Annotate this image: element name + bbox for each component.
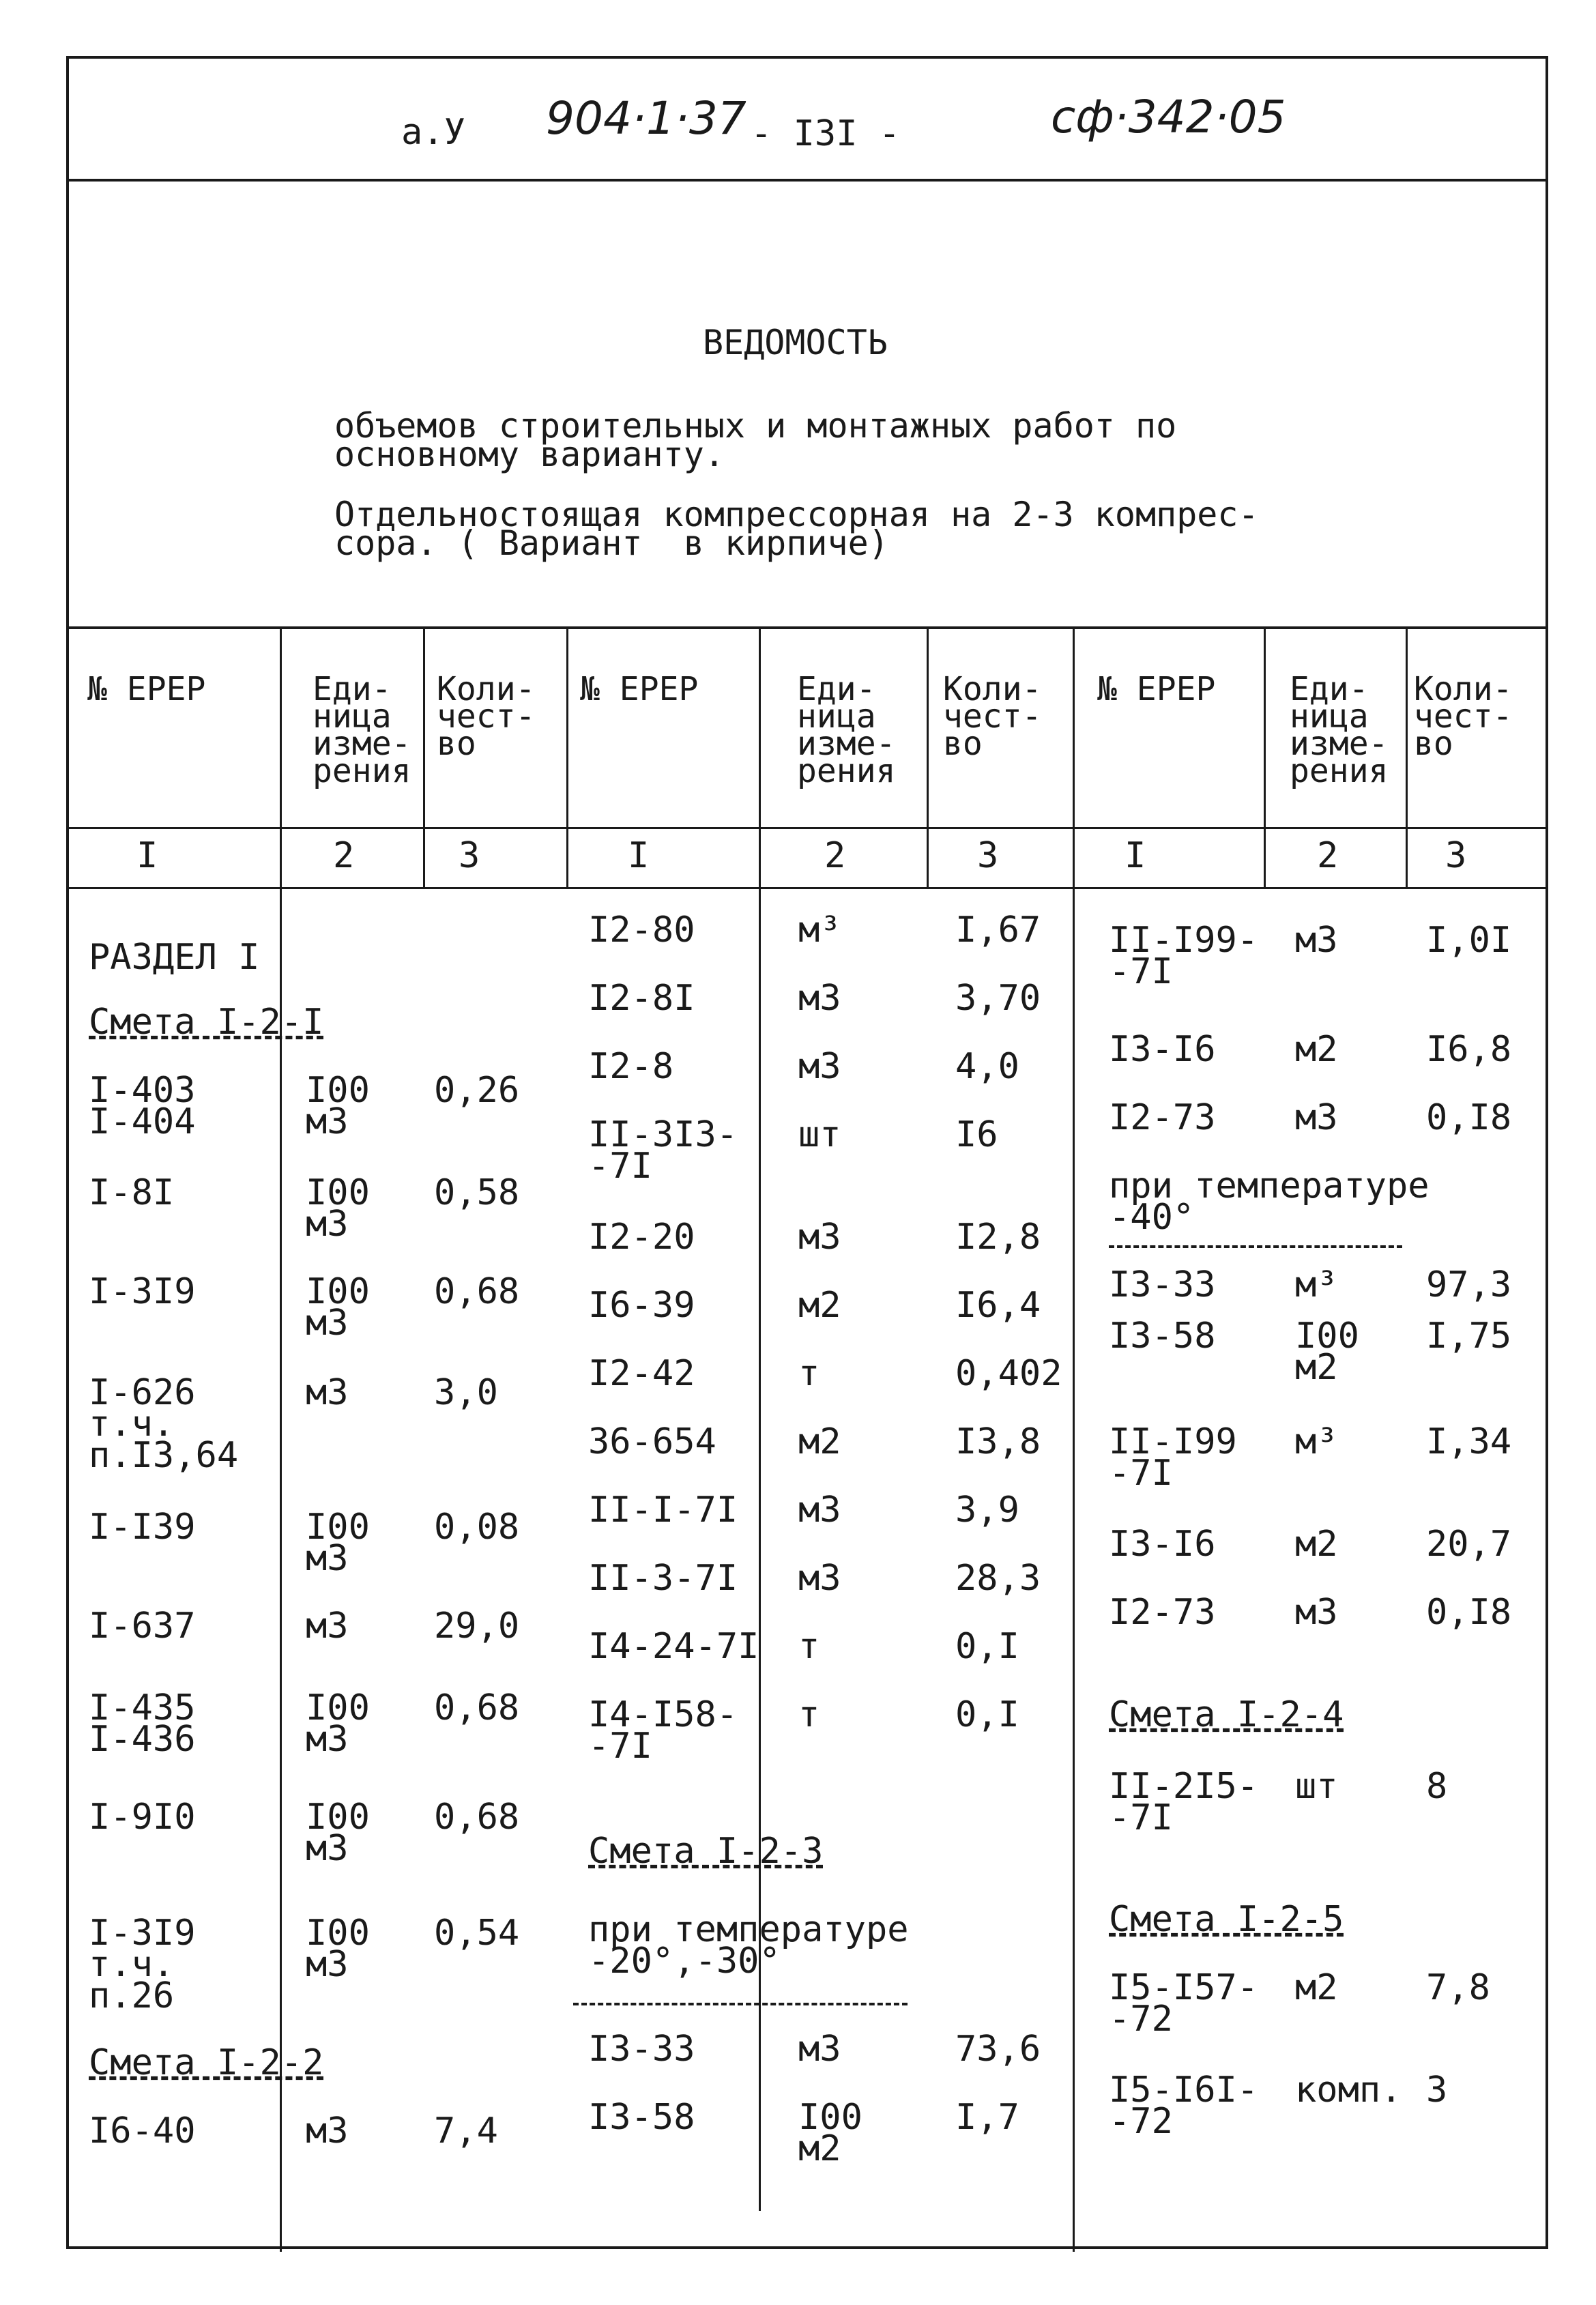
- subtitle-line: Отдельностоящая компрессорная на 2-3 компрес-: [334, 495, 1259, 534]
- subtitle-line: сора. ( Вариант в кирпиче): [334, 523, 889, 563]
- row-code: I6-39: [588, 1285, 695, 1326]
- row-code: I-3I9: [89, 1271, 196, 1312]
- row-quantity: 0,I: [955, 1694, 1019, 1735]
- col-divider: [1406, 628, 1408, 887]
- row-quantity: 97,3: [1426, 1264, 1512, 1305]
- row-unit: м2: [1295, 1524, 1338, 1565]
- row-code: I-I39: [89, 1507, 196, 1548]
- row-quantity: I3,8: [955, 1421, 1041, 1462]
- row-quantity: 0,58: [434, 1172, 520, 1213]
- row-quantity: 20,7: [1426, 1524, 1512, 1565]
- row-unit: м³: [798, 910, 841, 951]
- col-number: I: [628, 835, 650, 876]
- header-document-code: сф·342·05: [1051, 91, 1286, 143]
- row-unit: I00 м3: [306, 1687, 370, 1760]
- row-quantity: 0,26: [434, 1070, 520, 1111]
- col-header-unit: Еди- ница изме- рения: [313, 670, 411, 790]
- row-quantity: 7,4: [434, 2111, 498, 2151]
- row-unit: м3: [798, 2029, 841, 2070]
- row-code: II-3I3- -7I: [588, 1114, 738, 1187]
- row-unit: м3: [798, 1046, 841, 1087]
- row-quantity: 0,402: [955, 1353, 1062, 1394]
- row-code: I2-8: [588, 1046, 674, 1087]
- row-code: при температуре -20°,-30°: [588, 1909, 909, 1982]
- row-code: II-3-7I: [588, 1558, 738, 1599]
- row-unit: м3: [1295, 920, 1338, 961]
- col-header-code: № ЕРЕР: [1097, 670, 1216, 708]
- row-unit: I00 м3: [306, 1797, 370, 1869]
- row-quantity: 4,0: [955, 1046, 1019, 1087]
- section-heading: Смета I-2-5: [1109, 1899, 1344, 1940]
- row-quantity: 3,9: [955, 1490, 1019, 1531]
- table-top-rule: [66, 626, 1548, 629]
- col-number: I: [136, 835, 158, 876]
- row-quantity: 0,I8: [1426, 1592, 1512, 1633]
- row-unit: м3: [798, 1558, 841, 1599]
- row-unit: I00 м3: [306, 1507, 370, 1579]
- header-project-code: 904·1·37: [546, 92, 746, 145]
- col-divider: [566, 628, 568, 887]
- row-code: I-3I9 т.ч. п.26: [89, 1913, 196, 2016]
- row-quantity: I,7: [955, 2097, 1019, 2138]
- row-quantity: 0,08: [434, 1507, 520, 1548]
- row-quantity: 8: [1426, 1766, 1448, 1807]
- row-code: II-I99- -7I: [1109, 920, 1259, 992]
- section-heading: Смета I-2-I: [89, 1002, 324, 1043]
- row-quantity: 0,I: [955, 1626, 1019, 1667]
- row-code: I3-I6: [1109, 1524, 1216, 1565]
- row-quantity: 3: [1426, 2070, 1448, 2111]
- row-quantity: 0,I8: [1426, 1097, 1512, 1138]
- header-bottom-rule: [66, 827, 1548, 829]
- row-code: I2-42: [588, 1353, 695, 1394]
- col-number: 2: [1317, 835, 1339, 876]
- col-number: 2: [333, 835, 355, 876]
- document-heading: ВЕДОМОСТЬ: [703, 323, 888, 362]
- row-quantity: I6: [955, 1114, 998, 1155]
- row-code: I3-58: [1109, 1316, 1216, 1357]
- row-quantity: I6,4: [955, 1285, 1041, 1326]
- col-divider: [280, 628, 282, 2252]
- row-quantity: 0,54: [434, 1913, 520, 1954]
- row-unit: комп.: [1295, 2070, 1402, 2111]
- row-unit: I00 м3: [306, 1172, 370, 1245]
- row-unit: I00 м3: [306, 1913, 370, 1985]
- row-unit: т: [798, 1694, 820, 1735]
- row-code: РАЗДЕЛ I: [89, 937, 260, 978]
- row-code: I-626 т.ч. п.I3,64: [89, 1372, 239, 1476]
- row-quantity: 7,8: [1426, 1967, 1490, 2008]
- row-unit: м3: [798, 1217, 841, 1258]
- row-unit: шт: [798, 1114, 841, 1155]
- row-unit: м3: [1295, 1097, 1338, 1138]
- row-unit: м3: [1295, 1592, 1338, 1633]
- row-unit: т: [798, 1353, 820, 1394]
- row-code: I3-33: [588, 2029, 695, 2070]
- number-row-rule: [66, 887, 1548, 889]
- col-number: I: [1125, 835, 1146, 876]
- row-unit: м3: [306, 1606, 349, 1647]
- col-number: 2: [824, 835, 846, 876]
- row-code: I-637: [89, 1606, 196, 1647]
- row-quantity: 3,70: [955, 978, 1041, 1019]
- row-quantity: 3,0: [434, 1372, 498, 1413]
- row-quantity: I,67: [955, 910, 1041, 951]
- row-unit: м3: [306, 2111, 349, 2151]
- col-divider: [1264, 628, 1266, 887]
- row-code: 36-654: [588, 1421, 716, 1462]
- row-unit: шт: [1295, 1766, 1338, 1807]
- row-code: I2-8I: [588, 978, 695, 1019]
- subtitle-line: основному варианту.: [334, 435, 725, 474]
- row-quantity: 0,68: [434, 1687, 520, 1728]
- row-unit: I00 м3: [306, 1271, 370, 1344]
- row-code: I6-40: [89, 2111, 196, 2151]
- row-code: I-8I: [89, 1172, 175, 1213]
- row-unit: т: [798, 1626, 820, 1667]
- col-divider: [1073, 628, 1075, 2252]
- row-unit: м³: [1295, 1421, 1338, 1462]
- row-code: I2-73: [1109, 1097, 1216, 1138]
- row-code: I5-I6I- -72: [1109, 2070, 1259, 2142]
- col-number: 3: [977, 835, 999, 876]
- row-quantity: I2,8: [955, 1217, 1041, 1258]
- col-header-code: № ЕРЕР: [87, 670, 206, 708]
- row-quantity: 28,3: [955, 1558, 1041, 1599]
- col-number: 3: [459, 835, 480, 876]
- row-code: I5-I57- -72: [1109, 1967, 1259, 2040]
- row-unit: I00 м3: [306, 1070, 370, 1142]
- row-quantity: 73,6: [955, 2029, 1041, 2070]
- row-quantity: I,34: [1426, 1421, 1512, 1462]
- row-code: I3-I6: [1109, 1029, 1216, 1070]
- row-quantity: 29,0: [434, 1606, 520, 1647]
- header-rule: [66, 179, 1548, 182]
- row-code: I-9I0: [89, 1797, 196, 1838]
- col-header-code: № ЕРЕР: [580, 670, 699, 708]
- row-unit: I00 м2: [798, 2097, 862, 2169]
- col-header-unit: Еди- ница изме- рения: [1290, 670, 1389, 790]
- row-code: I4-24-7I: [588, 1626, 759, 1667]
- col-number: 3: [1445, 835, 1467, 876]
- col-header-qty: Коли- чест- во: [437, 670, 536, 763]
- section-heading: Смета I-2-2: [89, 2042, 324, 2083]
- row-code: I2-20: [588, 1217, 695, 1258]
- row-code: II-I99 -7I: [1109, 1421, 1237, 1494]
- section-heading: Смета I-2-4: [1109, 1694, 1344, 1735]
- col-header-unit: Еди- ница изме- рения: [797, 670, 896, 790]
- row-unit: I00 м2: [1295, 1316, 1359, 1388]
- col-divider: [423, 628, 425, 887]
- row-code: I2-73: [1109, 1592, 1216, 1633]
- row-unit: м2: [1295, 1029, 1338, 1070]
- col-header-qty: Коли- чест- во: [1414, 670, 1513, 763]
- row-code: I4-I58- -7I: [588, 1694, 738, 1767]
- row-unit: м3: [798, 978, 841, 1019]
- row-code: I2-80: [588, 910, 695, 951]
- row-unit: м³: [1295, 1264, 1338, 1305]
- row-quantity: 0,68: [434, 1271, 520, 1312]
- row-unit: м2: [798, 1421, 841, 1462]
- dashed-separator: [573, 2003, 908, 2005]
- row-code: I-403 I-404: [89, 1070, 196, 1142]
- row-code: при температуре -40°: [1109, 1165, 1430, 1238]
- row-quantity: 0,68: [434, 1797, 520, 1838]
- row-unit: м2: [798, 1285, 841, 1326]
- section-heading: Смета I-2-3: [588, 1831, 824, 1872]
- subtitle-line: объемов строительных и монтажных работ по: [334, 406, 1177, 446]
- row-unit: м3: [798, 1490, 841, 1531]
- row-quantity: I,75: [1426, 1316, 1512, 1357]
- row-unit: м3: [306, 1372, 349, 1413]
- col-divider: [927, 628, 929, 887]
- col-header-qty: Коли- чест- во: [943, 670, 1042, 763]
- row-code: II-I-7I: [588, 1490, 738, 1531]
- row-code: I3-33: [1109, 1264, 1216, 1305]
- header-sheet-number: - I3I -: [751, 113, 901, 154]
- row-quantity: I6,8: [1426, 1029, 1512, 1070]
- dashed-separator: [1109, 1245, 1402, 1248]
- row-code: I3-58: [588, 2097, 695, 2138]
- row-code: II-2I5- -7I: [1109, 1766, 1259, 1838]
- row-quantity: I,0I: [1426, 920, 1512, 961]
- row-code: I-435 I-436: [89, 1687, 196, 1760]
- header-prefix: а.У: [401, 112, 465, 153]
- row-unit: м2: [1295, 1967, 1338, 2008]
